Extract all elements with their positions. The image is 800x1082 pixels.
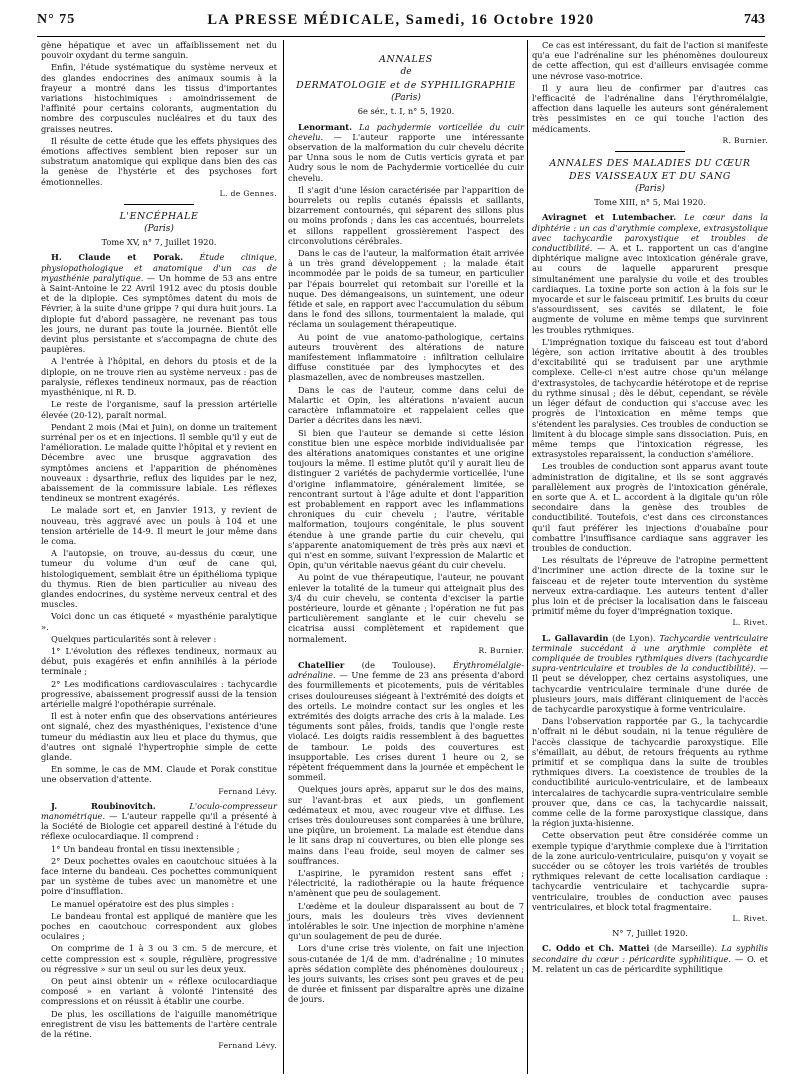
paragraph: Si bien que l'auteur se demande si cette lésion constitue bien une espèce morbide individualisée par des altérations anatomiques constantes et une origine toujours la même. Il estime plutôt qu'il y aurait lieu de distinguer 2 variétés de pachydermie vorticellée, l'une d'origine inflammatoire, généralement limitée, se rencontrant surtout à l'âge adulte et dont l'apparition est probablement en rapport avec les inflammations chroniques du cuir chevelu ; l'autre, véritable malformation, toujours congénitale, le plus souvent étendue à une grande partie du cuir chevelu, qui s'apparente anatomiquement de très près aux nævi et qui n'est en somme, suivant l'expression de Malartic et Opin, qu'un véritable naevus géant du cuir chevelu. (288, 427, 524, 571)
article-1 (288, 122, 524, 183)
article-author: C. Oddo et Ch. Mattei (542, 943, 650, 954)
section-rule (615, 151, 685, 152)
paragraph: Ce cas est intéressant, du fait de l'action si manifeste qu'a eue l'adrénaline sur les phénomènes douloureux de cette affection, qui est d'ailleurs envisagée comme une névrose vaso-motrice. (532, 40, 768, 81)
paragraph: A l'entrée à l'hôpital, en dehors du ptosis et de la diplopie, on ne trouve rien au système nerveux : pas de paralysie, réflexes tendineux normaux, pas de réaction myasthénique, ni R. D. (41, 356, 277, 398)
signature: R. Burnier. (722, 135, 768, 145)
section-issue: Tome XIII, n° 5, Mai 1920. (594, 197, 706, 208)
article-author: J. Roubinovitch. (51, 800, 156, 811)
page-header (37, 8, 765, 34)
paragraph: Le reste de l'organisme, sauf la pression artérielle élevée (20-12), paraît normal. (41, 399, 277, 420)
list-item: 1° Un bandeau frontal en tissu inextensible ; (51, 843, 240, 854)
section-title-connector: de (400, 67, 412, 77)
column-3 (532, 40, 768, 976)
paragraph: — A. et L. rapportent un cas d'angine diphtérique maligne avec intoxication générale grave, au cours de laquelle apparurent presque simultanément une paralysie du voile et des troubles cardiaques. La toxine porte son action à la fois sur le myocarde et sur le faisceau primitif. Les bruits du cœur s'assourdissent, ses cavités se dilatent, le foie augmente de volume en même temps que survinrent les troubles rythmiques. (532, 243, 768, 335)
article-title: La pachydermie vorticellée du cuir chevelu. (288, 121, 524, 142)
section-city: (Paris) (635, 184, 665, 195)
section-rule (124, 204, 194, 205)
column-2 (288, 40, 524, 1007)
paragraph: L'œdème et la douleur disparaissent au bout de 7 jours, mais les douleurs très vives deviennent intolérables le soir. Une injection de morphine n'amène qu'un soulagement de peu de durée. (288, 900, 524, 942)
article-place: (de Lyon). (612, 632, 656, 643)
article-2 (288, 660, 524, 782)
column-divider-2 (527, 40, 528, 1074)
article-2 (41, 801, 277, 842)
article-author: Chatellier (298, 659, 345, 670)
article-place: (de Marseille). (653, 943, 717, 954)
article-1 (41, 252, 277, 354)
article-1 (532, 212, 768, 334)
paragraph: — O. et M. relatent un cas de péricardite syphilitique (532, 953, 768, 974)
list-item: 2° Deux pochettes ovales en caoutchouc situées à la face interne du bandeau. Ces pochettes communiquent par un système de tubes avec un manomètre et une poire d'insufflation. (41, 855, 277, 897)
paragraph: Il s'agit d'une lésion caractérisée par l'apparition de bourrelets ou replis cutanés épaissis et saillants, bizarrement contournés, qui séparent des sillons plus ou moins profonds ; dans les cas accentués, bourrelets et sillons rappellent grossièrement l'aspect des circonvolutions cérébrales. (288, 184, 524, 246)
signature: L. Rivet. (732, 618, 768, 628)
header-rule (37, 36, 765, 37)
issue-number: N° 75 (37, 12, 76, 27)
paragraph: Quelques jours après, apparut sur le dos des mains, sur l'avant-bras et aux pieds, un gonflement œdémateux et mou, avec rougeur vive et diffuse. Les crises très douloureuses sont comparées à une brûlure, une piqûre, un broiement. La malade est étendue dans le lit sans drap ni couvertures, ou bien elle plonge ses mains dans l'eau froide, seul moyen de calmer ses souffrances. (288, 784, 524, 866)
section-issue: 6e sér., t. I, n° 5, 1920. (357, 106, 455, 117)
article-2 (532, 633, 768, 715)
paragraph: Au point de vue thérapeutique, l'auteur, ne pouvant enlever la totalité de la tumeur qui atteignait plus des 3/4 du cuir chevelu, se contenta d'exciser la partie postérieure, lourde et gênante ; l'opération ne fut pas particulièrement sanglante et le cuir chevelu se cicatrisa aussi complètement et rapidement que normalement. (288, 572, 524, 644)
paragraph: Le manuel opératoire est des plus simples : (51, 898, 235, 909)
paragraph: Enfin, l'étude systématique du système nerveux et des glandes endocrines des animaux soumis à la frayeur a montré dans les tissus d'importantes variations histochimiques : amoindrissement de l'affinité pour certains colorants, augmentation du nombre des corpuscules nucléaires et du taux des graisses neutres. (41, 62, 277, 134)
signature: L. Rivet. (732, 914, 768, 924)
column-1 (41, 40, 277, 1055)
section-title: L'ENCÉPHALE (119, 211, 199, 223)
section-issue: Tome XV, n° 7, Juillet 1920. (101, 237, 217, 248)
article-author: L. Gallavardin (542, 632, 609, 643)
paragraph: — L'auteur rapporte une intéressante observation de la malformation du cuir chevelu décrite par Unna sous le nom de Cutis verticis gyrata et par Audry sous le nom de Pachydermie vorticellée du cuir chevelu. (288, 131, 524, 183)
journal-title: LA PRESSE MÉDICALE, Samedi, 16 Octobre 1920 (207, 12, 595, 28)
section-city: (Paris) (391, 93, 421, 104)
list-item: 1° L'évolution des réflexes tendineux, normaux au début, puis exagérés et enfin annihilés à la période terminale ; (41, 645, 277, 677)
paragraph: On comprime de 1 à 3 ou 3 cm. 5 de mercure, et cette compression est « souple, régulière, progressive ou régressive » sur un seul ou sur les deux yeux. (41, 943, 277, 974)
article-author: Lenormant. (298, 121, 352, 132)
paragraph: — L'auteur rappelle qu'il a présenté à la Société de Biologie cet appareil destiné à l'étude du réflexe oculocardiaque. Il comprend : (41, 811, 278, 842)
paragraph: L'imprégnation toxique du faisceau est tout d'abord légère, son action irritative aboutit à des troubles d'excitabilité qui se traduisent par une arythmie complexe. Celle-ci n'est autre chose qu'un mélange d'extrasystoles, de tachycardie hétérotope et de reprise du rythme sinusal ; dès le début, cependant, se révèle un léger défaut de conduction qui s'accuse avec les progrès de l'intoxication en même temps que s'étendent les paralysies. Ces troubles de conduction se limitent à du blocage simple sans dissociation. Puis, en même temps que l'intoxication régresse, les extrasystoles reparaissent, la conduction s'améliore. (532, 336, 768, 460)
article-title: Le cœur dans la diphtérie : un cas d'arythmie complexe, extrasystolique avec tachycardie paroxystique et troubles de conductibilité. (532, 212, 769, 254)
paragraph: — Un homme de 53 ans entre à Saint-Antoine le 22 Avril 1912 avec du ptosis double et de la diplopie. Ces symptômes datent du mois de Février, à la suite d'une grippe ? qui dura huit jours. La diplopie fut d'abord passagère, ne revenant pas tous les jours, ne durant pas toute la journée. Bientôt elle devint plus persistante et s'accompagna de chute des paupières. (41, 272, 278, 355)
signature: Fernand Lévy. (218, 786, 277, 796)
paragraph: Dans le cas de l'auteur, la malformation était arrivée à un très grand développement ; la malade était incommodée par le poids de sa tumeur, en particulier par l'épais bourrelet qui retombait sur l'oreille et la nuque. Des démangeaisons, un suintement, une odeur fétide et sale, en rapport avec l'accumulation du sébum dans le fond des sillons, tourmentaient la malade, qui réclama un soulagement thérapeutique. (288, 248, 524, 330)
section-title-main: DERMATOLOGIE et de SYPHILIGRAPHIE (296, 80, 516, 92)
article-author: Aviragnet et Lutembacher. (542, 212, 677, 223)
list-item: 2° Les modifications cardiovasculaires : tachycardie progressive, abaissement progressif aussi de la tension artérielle malgré l'opothérapie surrénale. (41, 678, 277, 709)
article-title: L'oculo-compresseur manométrique. (41, 800, 277, 822)
paragraph: Lors d'une crise très violente, on fait une injection sous-cutanée de 1/4 de mm. d'adrénaline ; 10 minutes après sédation complète des phénomènes douloureux ; les jours suivants, les crises sont peu graves et de peu de durée et finissent par disparaître après une dizaine de jours. (288, 943, 524, 1005)
paragraph: Le bandeau frontal est appliqué de manière que les poches en caoutchouc correspondent aux globes oculaires ; (41, 910, 277, 942)
section-issue: N° 7, Juillet 1920. (612, 928, 688, 939)
paragraph: Cette observation peut être considérée comme un exemple typique d'arythmie complexe due à l'irritation de la zone auriculo-ventriculaire, puisqu'on y voyait se succéder ou se côtoyer les trois variétés de troubles rythmiques relevant de cette localisation cardiaque : tachycardie ventriculaire et tachycardie supra-ventriculaire, troubles de conduction avec pauses ventriculaires, et block total fragmentaire. (532, 830, 768, 912)
paragraph: — Une femme de 23 ans présenta d'abord des fourmillements et picotements, puis de véritables crises douloureuses siégeant à l'extrémité des doigts et des orteils. Le moindre contact sur les ongles et les extrémités des doigts arrache des cris à la malade. Les téguments sont pâles, froids, tandis que l'ongle reste violacé. Les doigts raidis ressemblent à des baguettes de tambour. Le poids des couvertures est insupportable. Les crises durent 1 heure ou 2, se répètent fréquemment dans la journée et empêchent le sommeil. (288, 670, 525, 783)
paragraph: Le malade sort et, en Janvier 1913, y revient de nouveau, très aggravé avec un pouls à 104 et une tension artérielle de 14-9. Il meurt le jour même dans le coma. (41, 505, 277, 546)
article-title: Étude clinique, physiopathologique et anatomique d'un cas de myasthénie paralytique. (41, 252, 277, 283)
article-title: Tachycardie ventriculaire terminale succédant à une arythmie complète et compliquée de troubles rythmiques divers (tachycardie supra-ventriculaire et troubles de la conductibilité). (532, 632, 768, 674)
paragraph: De plus, les oscillations de l'aiguille manométrique enregistrent de visu les battements de l'artère centrale de la rétine. (41, 1008, 277, 1040)
section-title-line2: DES VAISSEAUX ET DU SANG (569, 171, 731, 183)
article-place: (de Toulouse). (361, 659, 436, 670)
section-title: ANNALES (379, 54, 433, 65)
paragraph: Il résulte de cette étude que les effets physiques des émotions affectives semblent bien reposer sur un substratum anatomique qui explique dans bien des cas la genèse de l'hystérie et des psychoses fort émotionnelles. (41, 135, 277, 187)
signature: Fernand Lévy. (218, 1041, 277, 1051)
paragraph: Dans le cas de l'auteur, comme dans celui de Malartic et Opin, les altérations n'avaient aucun caractère inflammatoire et rappelaient celles que Darier a décrites dans les nævi. (288, 384, 524, 426)
paragraph: Il est à noter enfin que des observations antérieures ont signalé, chez des myasthéniques, l'existence d'une tumeur du médiastin aux lieu et place du thymus, que d'autres ont signalé l'hypertrophie simple de cette glande. (41, 711, 277, 762)
paragraph: Pendant 2 mois (Mai et Juin), on donne un traitement surrénal per os et en injections. Il semble qu'il y eut de l'amélioration. Le malade quitte l'hôpital et y revient en Décembre avec une brusque aggravation des symptômes anciens et l'apparition de phénomènes nouveaux : dysarthrie, reflux des liquides par le nez, abaissement de la commissure labiale. Les réflexes tendineux se montrent exagérés. (41, 421, 277, 504)
article-3 (532, 943, 768, 974)
section-city: (Paris) (144, 224, 174, 235)
paragraph: Dans l'observation rapportée par G., la tachycardie n'offrait ni le début soudain, ni la tenue régulière de l'accès classique de tachycardie paroxystique. Elle s'émaillait, au début, de retours fréquents au rythme primitif et se compliqua dans la suite de troubles rythmiques divers. La coexistence de troubles de la conductibilité auriculo-ventriculaire, et de lambeaux intercalaires de tachycardie supra-ventriculaire semble prouver que, dans ce cas, la tachycardie naissait, comme celle de la forme paroxystique classique, dans la région juxta-hisienne. (532, 716, 768, 829)
article-title: Érythromélalgie-adrénaline. (288, 659, 524, 681)
paragraph: A l'autopsie, on trouve, au-dessus du cœur, une tumeur du volume d'un œuf de cane qui, histologiquement, semblait être un épithélioma typique du thymus. Rien de bien particulier au niveau des glandes endocrines, du système nerveux central et des muscles. (41, 548, 277, 610)
signature: L. de Gennes. (219, 188, 277, 198)
article-author: H. Claude et Porak. (51, 252, 184, 263)
paragraph: Au point de vue anatomo-pathologique, certains auteurs trouvèrent des altérations de nature manifestement inflammatoire : infiltration cellulaire diffuse constituée par des lymphocytes et des plasmazellen, avec de nombreuses mastzellen. (288, 331, 524, 383)
paragraph: gène hépatique et avec un affaiblissement net du pouvoir oxydant du terme sanguin. (41, 40, 277, 61)
paragraph: Il y aura lieu de confirmer par d'autres cas l'efficacité de l'adrénaline dans l'érythromélalgie, affection dans laquelle les auteurs sont généralement très pessimistes en ce qui touche l'action des médicaments. (532, 82, 768, 134)
section-title: ANNALES DES MALADIES DU CŒUR (549, 158, 751, 170)
paragraph: Quelques particularités sont à relever : (51, 633, 217, 644)
article-title: La syphilis secondaire du cœur : péricardite syphilitique. (532, 943, 769, 964)
signature: R. Burnier. (478, 645, 524, 655)
paragraph: Voici donc un cas étiqueté « myasthénie paralytique ». (41, 611, 277, 632)
paragraph: — Il peut se développer, chez certains asystoliques, une tachycardie ventriculaire terminale d'une durée de plusieurs jours, mais différant cliniquement de l'accès de tachycardie paroxystique à forme ventriculaire. (532, 663, 768, 714)
paragraph: L'aspirine, le pyramidon restent sans effet ; l'électricité, la radiothérapie ou la haute fréquence n'amènent que peu de soulagement. (288, 868, 524, 899)
paragraph: On peut ainsi obtenir un « réflexe oculocardiaque composé » en variant à volonté l'intensité des compressions et on réussit à établir une courbe. (41, 976, 277, 1007)
paragraph: Les résultats de l'épreuve de l'atropine permettent d'incriminer une action directe de la toxine sur le faisceau et de rejeter toute intervention du système nerveux extra-cardiaque. Les auteurs tentent d'aller plus loin et de préciser la localisation dans le faisceau primitif même du foyer d'imprégnation toxique. (532, 555, 768, 617)
column-divider-1 (283, 40, 284, 1074)
page-number: 743 (744, 12, 765, 27)
paragraph: En somme, le cas de MM. Claude et Porak constitue une observation d'attente. (41, 764, 277, 785)
paragraph: Les troubles de conduction sont apparus avant toute administration de digitaline, et ils se sont aggravés parallèlement aux progrès de l'intoxication générale, en sorte que A. et L. accordent à la digitale qu'un rôle secondaire dans la genèse des troubles de conductibilité. Toutefois, c'est dans ces circonstances qu'il faut préférer les injections d'ouabaïne pour combattre l'insuffisance cardiaque sans aggraver les troubles de conduction. (532, 461, 768, 553)
